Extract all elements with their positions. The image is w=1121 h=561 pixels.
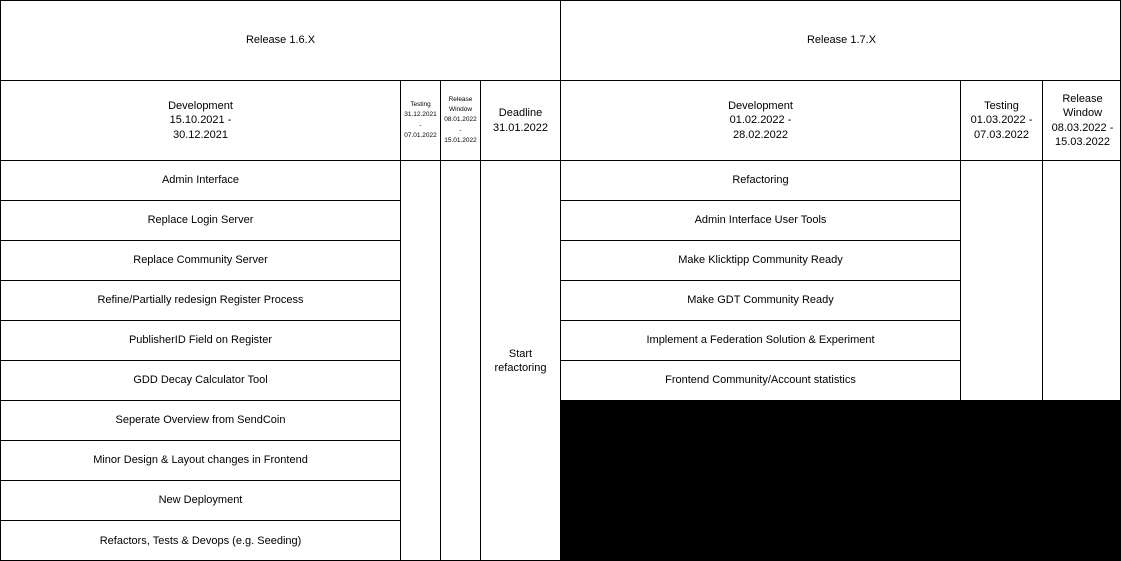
left-release-window-header <box>441 81 481 161</box>
task-row <box>561 361 961 401</box>
right-release-window-label-2: Window <box>1062 107 1103 120</box>
right-release-window-header <box>1043 81 1121 161</box>
task-row <box>561 281 961 321</box>
task-label: Seperate Overview from SendCoin <box>115 414 286 427</box>
release-17-title: Release 1.7.X <box>806 34 877 47</box>
task-row <box>561 201 961 241</box>
task-row <box>561 321 961 361</box>
left-release-window-date-end: 15.01.2022 <box>444 136 477 144</box>
redacted-region <box>561 401 1121 561</box>
task-label: Refine/Partially redesign Register Process <box>97 294 304 307</box>
left-release-window-date-separator: - <box>459 126 462 134</box>
left-development-label: Development <box>168 100 233 113</box>
left-development-dates-end: 30.12.2021 <box>172 128 229 141</box>
release-16-title: Release 1.6.X <box>245 34 316 47</box>
task-row <box>1 201 401 241</box>
left-testing-body-cell <box>401 161 441 561</box>
deadline-note-line-1: Start <box>508 347 533 360</box>
task-label: Admin Interface User Tools <box>694 214 827 227</box>
left-testing-date-separator: - <box>419 121 422 129</box>
left-release-window-label-1: Release <box>448 96 473 104</box>
task-row <box>1 161 401 201</box>
right-release-window-date-start: 08.03.2022 - <box>1051 121 1114 134</box>
task-label: Frontend Community/Account statistics <box>665 374 856 387</box>
left-deadline-body-cell <box>481 161 561 561</box>
task-row <box>1 281 401 321</box>
left-release-window-label-2: Window <box>448 106 473 114</box>
right-development-dates-start: 01.02.2022 - <box>729 114 792 127</box>
task-row <box>1 241 401 281</box>
right-testing-date-end: 07.03.2022 <box>973 128 1030 141</box>
deadline-note-line-2: refactoring <box>494 362 547 374</box>
left-development-header <box>1 81 401 161</box>
right-development-dates-end: 28.02.2022 <box>732 128 789 141</box>
task-label: Replace Community Server <box>133 254 268 267</box>
task-label: Refactors, Tests & Devops (e.g. Seeding) <box>99 534 302 547</box>
task-label: Refactoring <box>732 174 789 187</box>
task-label: Make GDT Community Ready <box>687 294 834 307</box>
task-row <box>561 161 961 201</box>
right-release-window-date-end: 15.03.2022 <box>1054 135 1111 148</box>
task-label: Replace Login Server <box>147 214 254 227</box>
left-release-window-date-start: 08.01.2022 <box>444 116 477 124</box>
task-row <box>561 241 961 281</box>
left-deadline-header <box>481 81 561 161</box>
task-row <box>1 321 401 361</box>
task-label: PublisherID Field on Register <box>128 334 273 347</box>
right-testing-body-cell <box>961 161 1043 401</box>
left-deadline-date: 31.01.2022 <box>492 121 549 134</box>
task-row <box>1 401 401 441</box>
task-label: Minor Design & Layout changes in Frontend <box>93 454 308 467</box>
right-development-header <box>561 81 961 161</box>
right-testing-label: Testing <box>984 100 1019 113</box>
task-row <box>1 361 401 401</box>
left-testing-date-end: 07.01.2022 <box>404 131 437 139</box>
right-release-window-label-1: Release <box>1062 92 1103 105</box>
right-release-window-body-cell <box>1043 161 1121 401</box>
left-development-dates-start: 15.10.2021 - <box>169 114 232 127</box>
left-release-window-body-cell <box>441 161 481 561</box>
left-deadline-label: Deadline <box>498 107 543 120</box>
left-testing-date-start: 31.12.2021 <box>404 111 437 119</box>
task-label: Make Klicktipp Community Ready <box>678 254 843 267</box>
right-development-label: Development <box>728 100 793 113</box>
right-testing-date-start: 01.03.2022 - <box>970 114 1033 127</box>
task-label: Implement a Federation Solution & Experiment <box>646 334 875 347</box>
task-label: Admin Interface <box>161 174 240 187</box>
release-17-title-cell <box>561 1 1121 81</box>
task-label: GDD Decay Calculator Tool <box>133 374 268 387</box>
task-row <box>1 441 401 481</box>
task-label: New Deployment <box>158 494 243 507</box>
release-16-title-cell <box>1 1 561 81</box>
left-testing-header <box>401 81 441 161</box>
task-row <box>1 481 401 521</box>
task-row <box>1 521 401 561</box>
left-testing-label: Testing <box>410 101 431 109</box>
right-testing-header <box>961 81 1043 161</box>
